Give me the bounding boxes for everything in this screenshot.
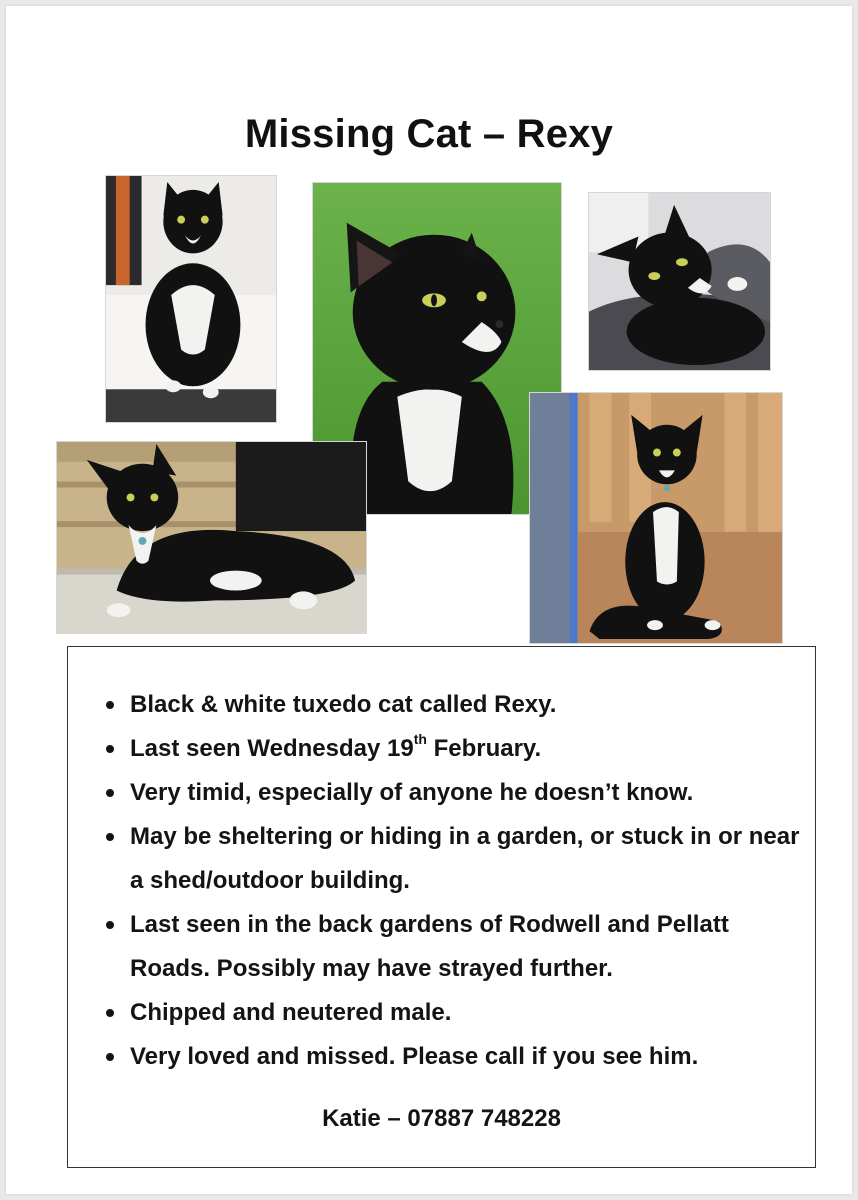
list-item: Chipped and neutered male. xyxy=(104,991,804,1035)
list-item: Very loved and missed. Please call if you see him. xyxy=(104,1035,804,1079)
page-title: Missing Cat – Rexy xyxy=(244,112,614,156)
cat-photo-icon xyxy=(106,176,276,422)
bullet-icon xyxy=(106,1053,114,1061)
photo-cat-sitting-shelf xyxy=(105,175,277,423)
list-item: Very timid, especially of anyone he doesn’t know. xyxy=(104,771,804,815)
cat-photo-icon xyxy=(530,393,782,643)
list-item: Black & white tuxedo cat called Rexy. xyxy=(104,683,804,727)
bullet-icon xyxy=(106,921,114,929)
bullet-icon xyxy=(106,1009,114,1017)
bullet-icon xyxy=(106,833,114,841)
photo-cat-on-blanket xyxy=(588,192,771,371)
list-item: Last seen Wednesday 19th February. xyxy=(104,727,804,771)
details-list xyxy=(104,683,804,1079)
photo-cat-sitting-floor xyxy=(529,392,783,644)
cat-photo-icon xyxy=(57,442,366,633)
bullet-icon xyxy=(106,745,114,753)
photo-cat-lying-on-wall xyxy=(56,441,367,634)
bullet-icon xyxy=(106,701,114,709)
bullet-icon xyxy=(106,789,114,797)
details-box xyxy=(67,646,816,1168)
contact-line: Katie – 07887 748228 xyxy=(322,1105,561,1132)
cat-photo-icon xyxy=(589,193,770,370)
list-item: May be sheltering or hiding in a garden, or stuck in or near a shed/outdoor building. xyxy=(104,815,804,903)
list-item: Last seen in the back gardens of Rodwell and Pellatt Roads. Possibly may have strayed further. xyxy=(104,903,804,991)
